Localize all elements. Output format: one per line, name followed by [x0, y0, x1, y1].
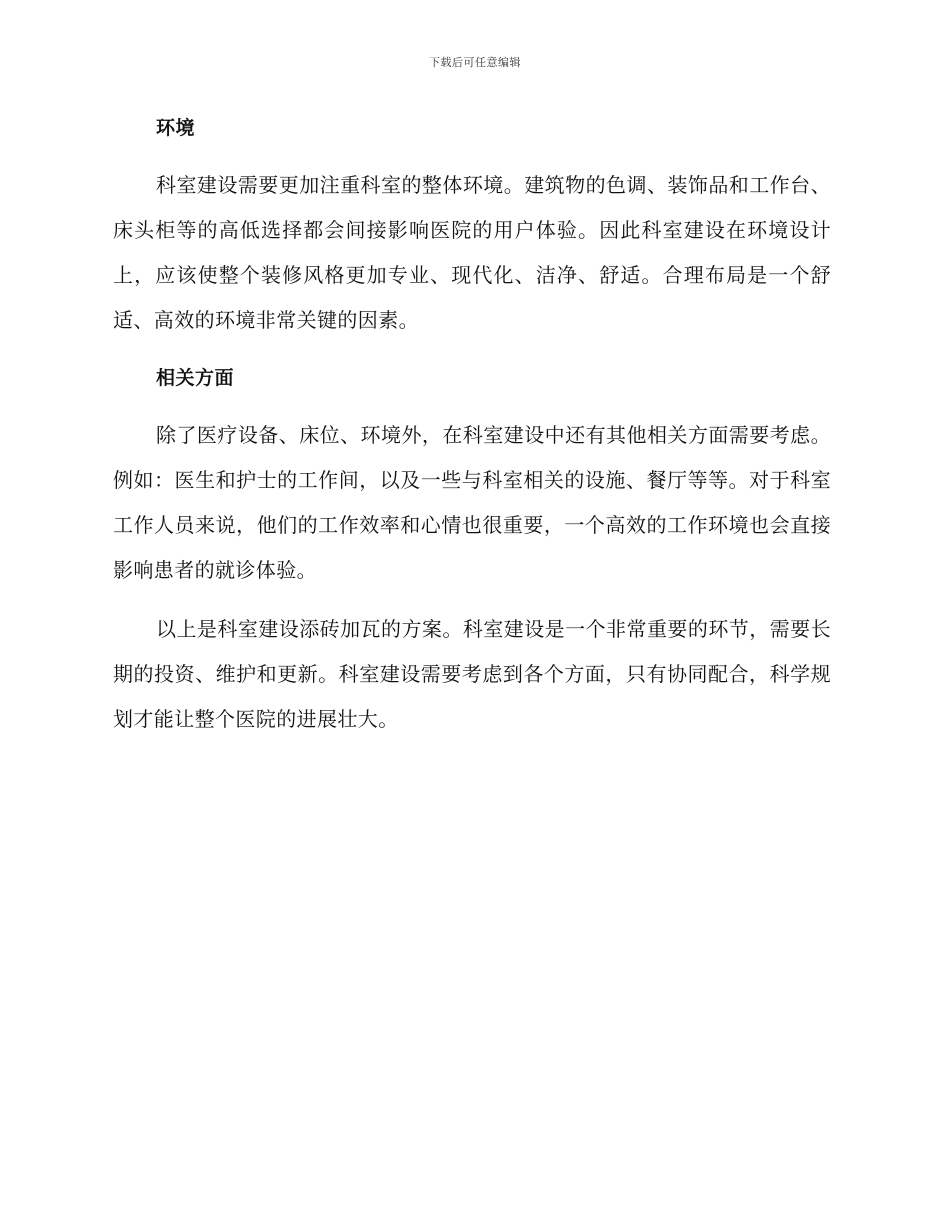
paragraph-conclusion: 以上是科室建设添砖加瓦的方案。科室建设是一个非常重要的环节，需要长期的投资、维护和更新。科室建设需要考虑到各个方面，只有协同配合，科学规划才能让整个医院的进展壮大。	[113, 617, 831, 731]
page-header: 下载后可任意编辑	[429, 56, 521, 69]
paragraph-related-aspects: 除了医疗设备、床位、环境外，在科室建设中还有其他相关方面需要考虑。例如：医生和护士的工作间，以及一些与科室相关的设施、餐厅等等。对于科室工作人员来说，他们的工作效率和心情也很重要，一个高效的工作环境也会直接影响患者的就诊体验。	[113, 423, 831, 582]
document-body	[113, 105, 831, 742]
paragraph-environment: 科室建设需要更加注重科室的整体环境。建筑物的色调、装饰品和工作台、床头柜等的高低选择都会间接影响医院的用户体验。因此科室建设在环境设计上，应该使整个装修风格更加专业、现代化、洁净、舒适。合理布局是一个舒适、高效的环境非常关键的因素。	[113, 173, 831, 332]
section-heading-environment: 环境	[156, 117, 196, 139]
section-heading-related-aspects: 相关方面	[156, 367, 235, 389]
